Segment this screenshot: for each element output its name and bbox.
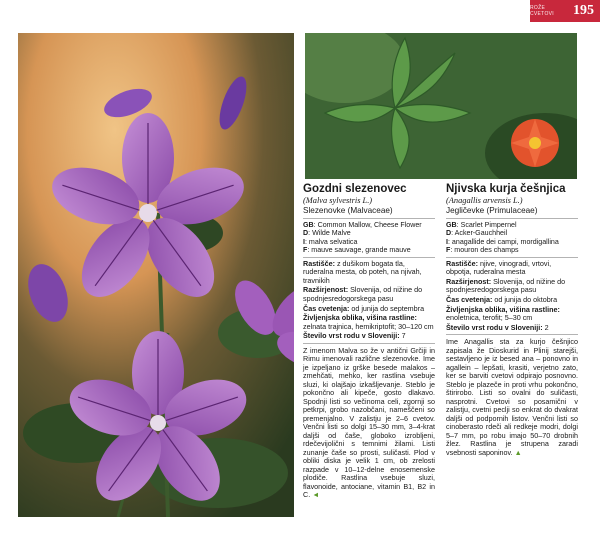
species-title: Njivska kurja češnjica	[446, 183, 566, 195]
common-name-gb: GB: Scarlet Pimpernel	[446, 221, 517, 229]
common-name-d: D: Acker-Gauchheil	[446, 229, 508, 238]
life-form: Življenjska oblika, višina rastline: zelnata trajnica, hemikriptofit; 30–120 cm	[303, 313, 434, 331]
species-latin: (Anagallis arvensis L.)	[446, 196, 523, 205]
species-entry-pimpernel	[446, 183, 578, 457]
distribution: Razširjenost: Slovenija, od nižine do spodnjesredogorskega pasu	[446, 276, 566, 295]
common-name-gb: GB: Common Mallow, Cheese Flower	[303, 221, 422, 229]
divider	[303, 218, 435, 219]
mallow-illustration	[18, 33, 294, 517]
divider	[446, 334, 578, 335]
species-family: Jegličevke (Primulaceae)	[446, 206, 538, 215]
divider	[446, 257, 578, 258]
section-label: ROŽE CVETOVI	[530, 5, 554, 17]
end-mark-icon: ◄	[312, 490, 320, 500]
common-name-f: F: mauve sauvage, grande mauve	[303, 246, 411, 255]
bloom-time: Čas cvetenja: od junija do oktobra	[446, 295, 558, 304]
end-mark-icon: ▲	[514, 447, 522, 457]
habitat: Rastišče: njive, vinogradi, vrtovi, obpotja, ruderalna mesta	[446, 258, 552, 277]
life-form: Življenjska oblika, višina rastline: enoletnica, terofit; 5–30 cm	[446, 304, 560, 323]
species-entry-mallow	[303, 183, 435, 500]
species-count: Število vrst rodu v Sloveniji: 7	[303, 331, 406, 341]
species-family: Slezenovke (Malvaceae)	[303, 206, 393, 215]
pimpernel-illustration	[305, 33, 577, 179]
divider	[303, 343, 435, 344]
common-name-d: D: Wilde Malve	[303, 229, 351, 238]
page-number: 195	[573, 3, 594, 18]
common-name-i: I: malva selvatica	[303, 237, 358, 246]
description: Ime Anagallis sta za kurjo češnjico zapisala že Dioskurid in Plinij starejši, sestavljeno je iz besed ana – ponovno in agallein – lepšati, krasiti, verjetno zato, ker se barviti cvetovi odpirajo posnovno. Steblo je plazeče in proti vrhu pokončno, štirirobo. Listi so ovalni do suličasti, nasprotni. Cvetovi so posamični v zalistju, cvetni peclji so enkrat do dvakrat daljši od podpornih listov. Venčni listi so cinoberasto rdeči ali redkeje modri, dolgi 5–7 mm, po robu imajo 50–70 drobnih žlez. Rastlina je strupena zaradi vsebnosti saponinov. ▲	[446, 337, 578, 457]
mallow-photo	[18, 33, 294, 517]
pimpernel-photo	[305, 33, 577, 179]
common-name-i: I: anagallide dei campi, mordigallina	[446, 237, 559, 246]
habitat: Rastišče: z dušikom bogata tla, ruderalna mesta, ob poteh, na njivah, travnikih	[303, 258, 422, 285]
description: Z imenom Malva so že v antični Grčiji in Rimu imenovali različne slezenovke. Ime je izpeljano iz grške besede malakos – zmehčati, mehko, ker rastlina vsebuje sluzi, ki olajšajo izkašljevanje. Steblo je pokončno ali kipeče, gosto dlakavo. Spodnji listi so večinoma celi, zgornji so petkrpi, grobo nazobčani, nameščeni so premenjalno. V zalistju je 2–6 cvetov. Venčni listi so dolgi 15–30 mm, 3–4-krat daljši od čaše, globoko izrobljeni, rdečevijolični s temnimi žilami. Listi zunanje čaše so prosti, suličasti. Plod v obliki diska je velik 1 cm, ob zrelosti razpade v 10–12-delne enosemenske plodiče. Rastlina vsebuje sluzi, flavonoide, antociane, vitamin B1, B2 in C. ◄	[303, 345, 435, 500]
page-header-tab	[530, 0, 600, 22]
distribution: Razširjenost: Slovenija, od nižine do spodnjesredogorskega pasu	[303, 285, 423, 303]
common-name-f: F: mouron des champs	[446, 246, 519, 255]
divider	[446, 218, 578, 219]
divider	[303, 257, 435, 258]
species-title: Gozdni slezenovec	[303, 183, 407, 195]
bloom-time: Čas cvetenja: od junija do septembra	[303, 303, 425, 313]
species-latin: (Malva sylvestris L.)	[303, 196, 373, 205]
species-count: Število vrst rodu v Sloveniji: 2	[446, 322, 549, 332]
